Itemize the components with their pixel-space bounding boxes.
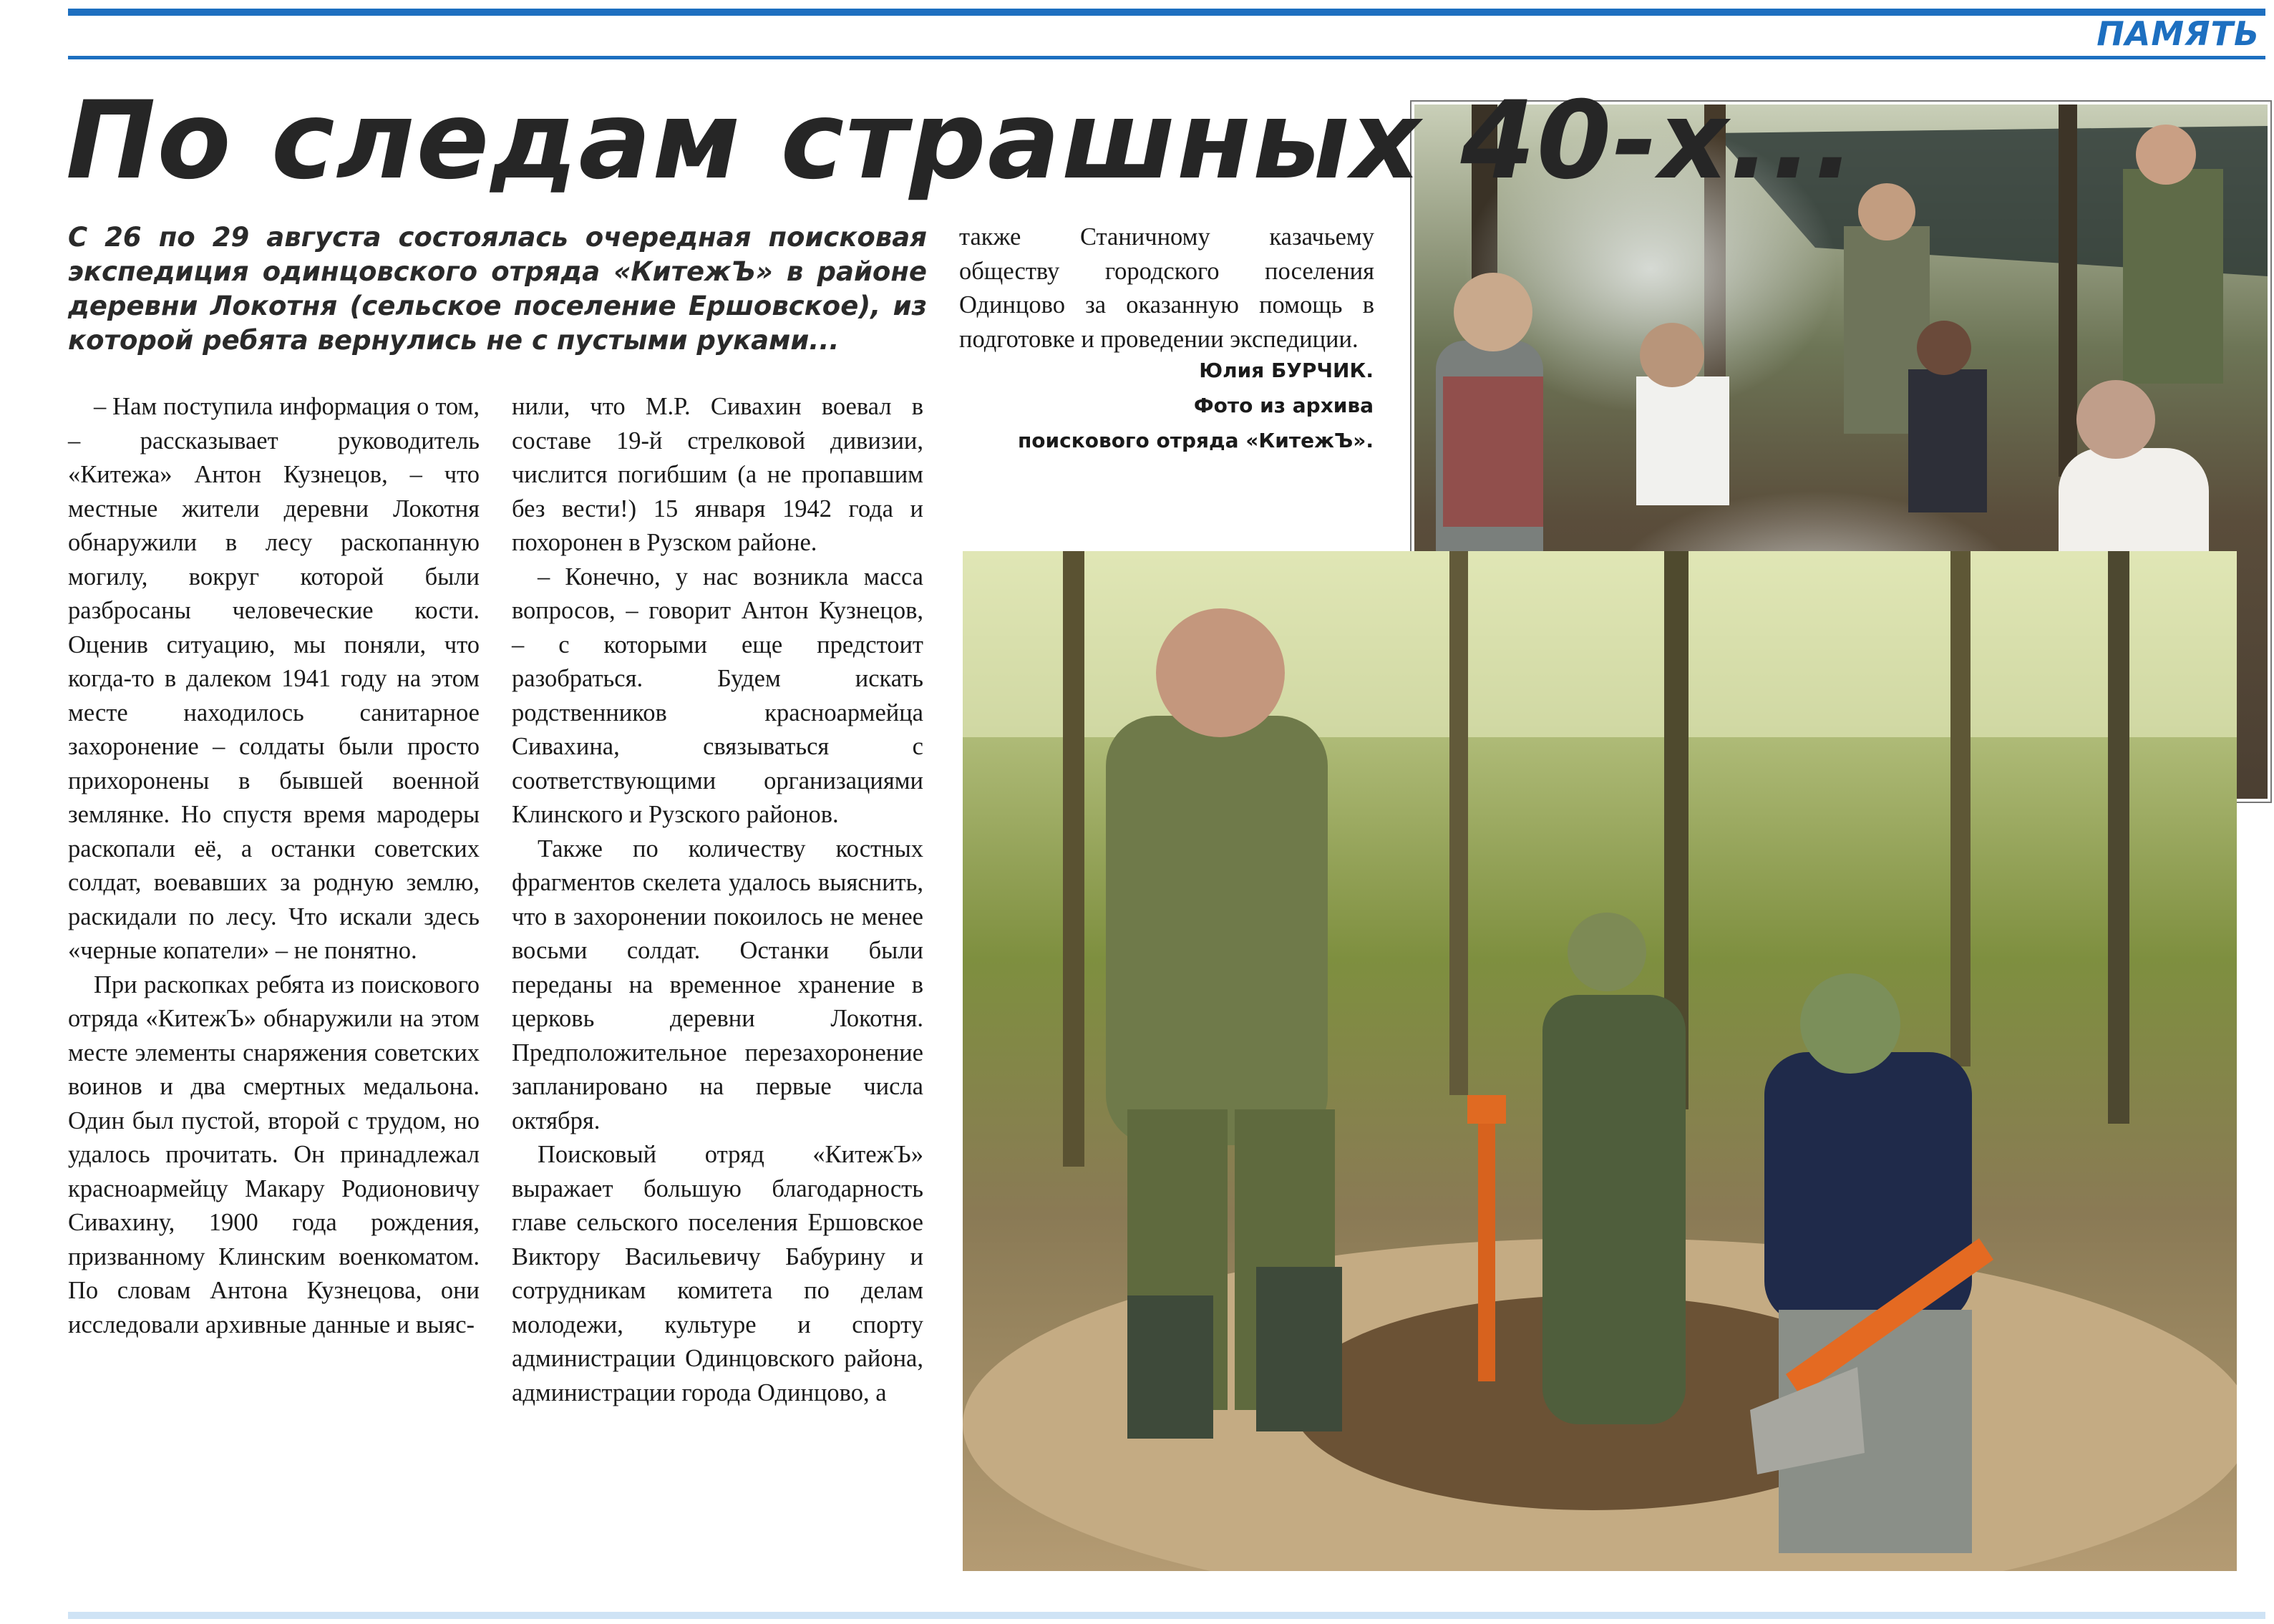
top-rule xyxy=(68,9,2265,16)
paragraph: При раскопках ребята из поискового отряда «КитежЪ» обнаружили на этом месте элементы снаряжения советских воинов и два смертных медальона. Один был пустой, второй с трудом, но удалось прочитать. Он принадлежал красноармейцу Макару Родионовичу Сивахину, 1900 года рождения, призванному Клинским военкоматом. По словам Антона Кузнецова, они исследовали архивные данные и выяс- xyxy=(68,971,480,1338)
paragraph: Поисковый отряд «КитежЪ» выражает большую благодарность главе сельского поселения Ершовское Виктору Васильевичу Бабурину и сотрудникам комитета по делам молодежи, культуре и спорту администрации Одинцовского района, администрации города Одинцово, а xyxy=(512,1141,923,1406)
headline: По следам страшных 40-х... xyxy=(66,79,1857,203)
paragraph: – Нам поступила информация о том, – рассказывает руководитель «Китежа» Антон Кузнецов, – что местные жители деревни Локотня обнаружили в лесу раскопанную могилу, вокруг которой были разбросаны человеческие кости. Оценив ситуацию, мы поняли, что когда-то в далеком 1941 году на этом месте находилось санитарное захоронение – солдаты были просто прихоронены в бывшей военной землянке. Но спустя время мародеры раскопали её, а останки советских солдат, воевавших за родную землю, раскидали по лесу. Что искали здесь «черные копатели» – не понятно. xyxy=(68,393,480,964)
photo-credit: Фото из архива xyxy=(1193,394,1374,417)
article-column-1 xyxy=(68,390,480,1342)
article-column-2 xyxy=(512,390,923,1410)
paragraph: нили, что М.Р. Сивахин воевал в составе 19-й стрелковой дивизии, числится погибшим (а не пропавшим без вести!) 15 января 1942 года и похоронен в Рузском районе. xyxy=(512,393,923,556)
paragraph: – Конечно, у нас возникла масса вопросов, – говорит Антон Кузнецов, – с которыми еще предстоит разобраться. Будем искать родственников красноармейца Сивахина, связываться с соответствующими организациями Клинского и Рузского районов. xyxy=(512,563,923,828)
bottom-rule xyxy=(68,1612,2265,1619)
paragraph: также Станичному казачьему обществу городского поселения Одинцово за оказанную помощь в подготовке и проведении экспедиции. xyxy=(959,223,1374,353)
excavation-photo xyxy=(963,551,2237,1571)
header-rule xyxy=(68,56,2265,59)
author-name: Юлия БУРЧИК. xyxy=(1199,359,1374,382)
paragraph: Также по количеству костных фрагментов скелета удалось выяснить, что в захоронении покоилось не менее восьми солдат. Останки были переданы на временное хранение в церковь деревни Локотня. Предположительное перезахоронение запланировано на первые числа октября. xyxy=(512,835,923,1134)
article-column-3 xyxy=(959,220,1374,356)
section-rubric: ПАМЯТЬ xyxy=(2096,14,2260,53)
byline xyxy=(1018,353,1374,458)
photo-credit: поискового отряда «КитежЪ». xyxy=(1017,429,1374,452)
lead-paragraph: С 26 по 29 августа состоялась очередная поисковая экспедиция одинцовского отряда «КитежЪ» в районе деревни Локотня (сельское поселение Ершовское), из которой ребята вернулись не с пустыми руками... xyxy=(68,222,927,356)
